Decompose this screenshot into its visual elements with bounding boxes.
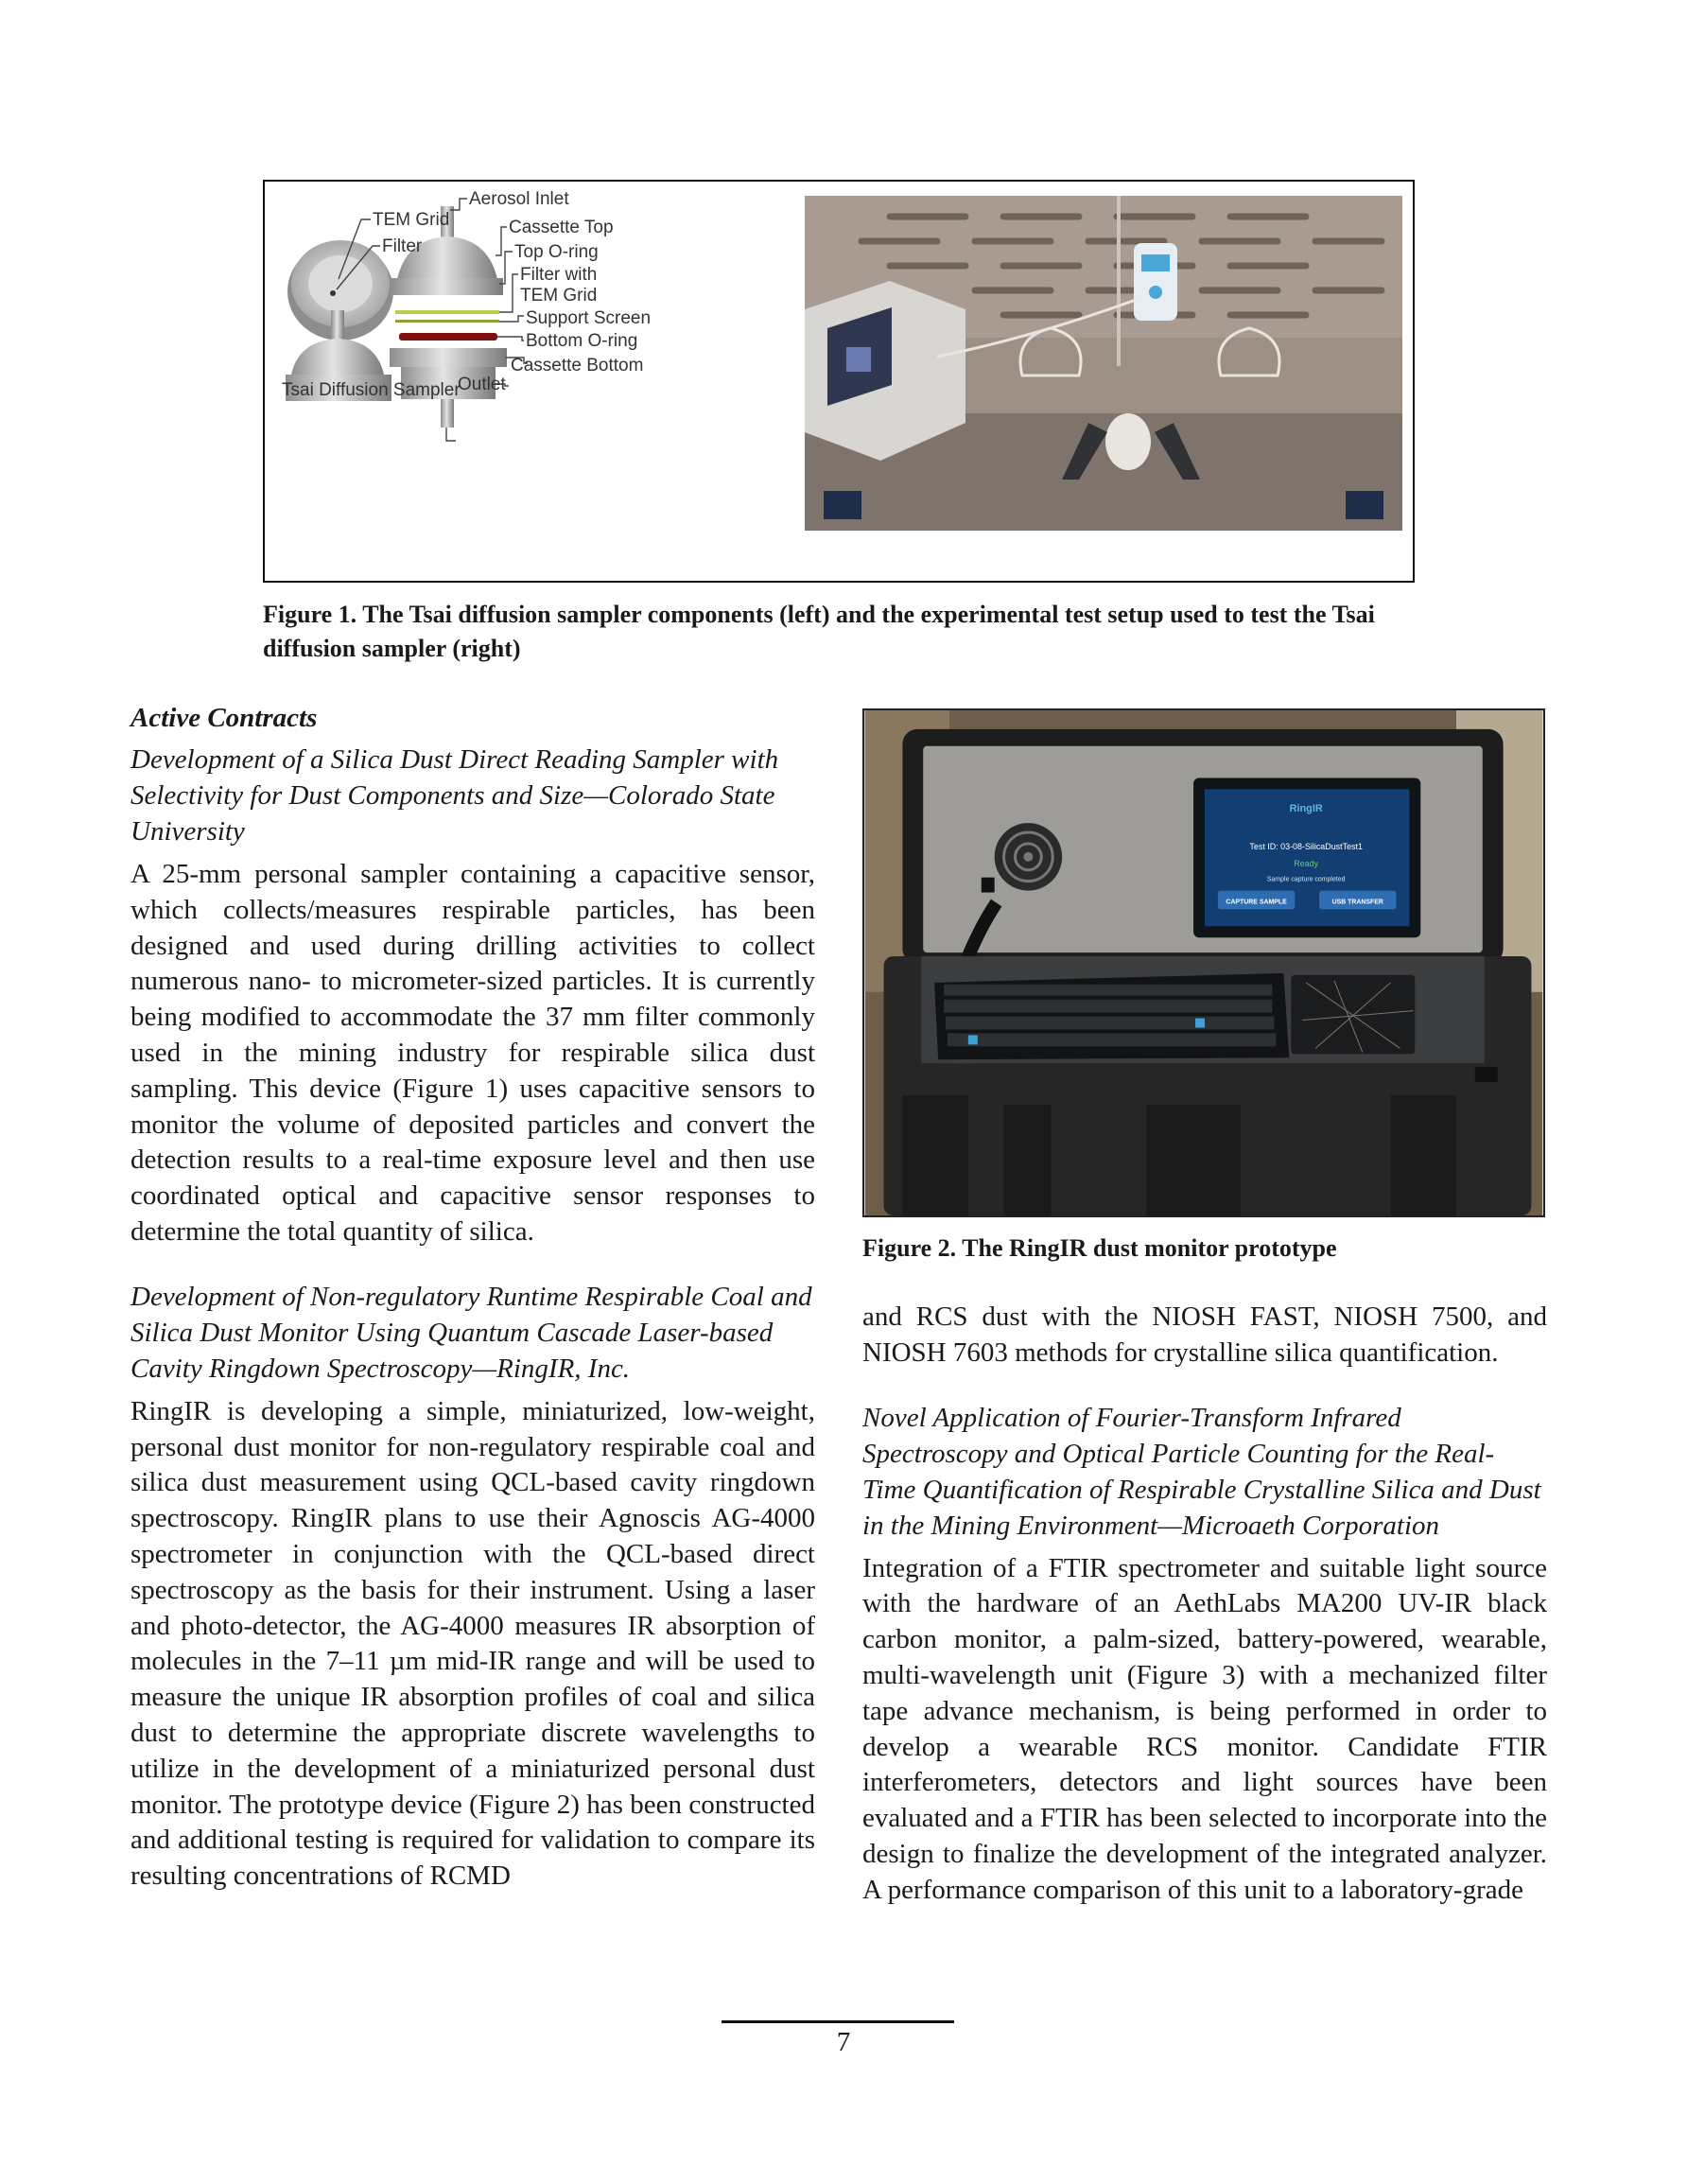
right-column [862, 1300, 1547, 1909]
contract-3-body: Integration of a FTIR spectrometer and suitable light source with the hardware of an AethLabs MA200 UV-IR black carbon monitor, a palm-sized, battery-powered, wearable, multi-wavelength unit (Figure 3) with a mechanized filter tape advance mechanism, is being performed in order to develop a wearable RCS monitor. Candidate FTIR interferometers, detectors and light sources have been evaluated and a FTIR has been selected to incorporate into the design to finalize the development of the integrated analyzer. A performance comparison of this unit to a laboratory-grade [862, 1552, 1547, 1905]
capture-sample-label: CAPTURE SAMPLE [1226, 899, 1287, 906]
contract-2-body: RingIR is developing a simple, miniaturized, low-weight, personal dust monitor for non-regulatory respirable coal and silica dust measurement using QCL-based cavity ringdown spectroscopy. RingIR plans to use their Agnoscis AG-4000 spectrometer in conjunction with the QCL-based direct spectroscopy as the basis for their instrument. Using a laser and photo-detector, the AG-4000 measures IR absorption of molecules in the 7–11 µm mid-IR range and will be used to measure the unique IR absorption profiles of coal and silica dust to determine the appropriate discrete wavelengths to utilize in the development of a miniaturized personal dust monitor. The prototype device (Figure 2) has been constructed and additional testing is required for validation to compare its resulting concentrations of RCMD [130, 1395, 815, 1892]
label-cassette-bottom: Cassette Bottom [511, 356, 644, 376]
contract-3-heading: Novel Application of Fourier-Transform Infrared Spectroscopy and Optical Particle Counting for the Real-Time Quantification of Respirable Crystalline Silica and Dust in the Mining Environment—Microaeth Corporation [862, 1402, 1541, 1541]
figure-2-caption: Figure 2. The RingIR dust monitor prototype [862, 1234, 1337, 1262]
contract-2-body-continued: and RCS dust with the NIOSH FAST, NIOSH 7500, and NIOSH 7603 methods for crystalline silica quantification. [862, 1302, 1547, 1368]
filter-layer [395, 310, 499, 314]
label-bottom-oring: Bottom O-ring [526, 331, 638, 351]
label-tem-grid: TEM Grid [373, 210, 450, 230]
screen-brand: RingIR [1289, 803, 1323, 815]
tem-grid-layer [395, 320, 499, 323]
contract-1-heading: Development of a Silica Dust Direct Reading Sampler with Selectivity for Dust Components and Size—Colorado State University [130, 744, 779, 847]
label-top-oring: Top O-ring [514, 242, 599, 262]
page-number: 7 [836, 2027, 851, 2057]
screen-note: Sample capture completed [1266, 876, 1346, 883]
contract-2-heading: Development of Non-regulatory Runtime Respirable Coal and Silica Dust Monitor Using Quantum Cascade Laser-based Cavity Ringdown Spectroscopy—RingIR, Inc. [130, 1281, 812, 1384]
label-cassette-top: Cassette Top [509, 218, 614, 237]
keyboard [934, 973, 1289, 1059]
figure-1-caption: Figure 1. The Tsai diffusion sampler components (left) and the experimental test setup used to test the Tsai diffusion sampler (right) [263, 601, 1375, 662]
fan-icon [995, 823, 1062, 890]
screen-test-id: Test ID: 03-08-SilicaDustTest1 [1249, 841, 1363, 851]
contract-1-body: A 25-mm personal sampler containing a capacitive sensor, which collects/measures respirable particles, has been designed and used during drilling activities to collect numerous nano- to micrometer-sized particles. It is currently being modified to accommodate the 37 mm filter commonly used in the mining industry for respirable silica dust sampling. This device (Figure 1) uses capacitive sensors to monitor the volume of deposited particles and convert the detection results to a real-time exposure level and then use coordinated optical and capacitive sensor responses to determine the total quantity of silica. [130, 859, 815, 1247]
label-tsai-sampler: Tsai Diffusion Sampler [282, 380, 461, 400]
label-outlet: Outlet [458, 375, 506, 394]
support-screen-layer [399, 333, 497, 341]
ringir-monitor-photo [862, 708, 1545, 1217]
tsai-sampler-diagram [274, 189, 785, 539]
touchpad [1291, 975, 1415, 1054]
label-aerosol-inlet: Aerosol Inlet [469, 189, 569, 209]
pump-device [1134, 243, 1177, 321]
screen-status: Ready [1294, 858, 1319, 868]
label-filter: Filter [382, 236, 423, 256]
section-title-active-contracts: Active Contracts [130, 703, 318, 733]
page-number-rule [722, 2020, 954, 2023]
experimental-setup-photo [805, 196, 1402, 531]
label-tem-grid-2: TEM Grid [520, 286, 598, 306]
usb-transfer-label: USB TRANSFER [1331, 899, 1383, 906]
label-support-screen: Support Screen [526, 308, 652, 328]
label-filter-with: Filter with [520, 265, 598, 285]
left-column [130, 700, 815, 1895]
